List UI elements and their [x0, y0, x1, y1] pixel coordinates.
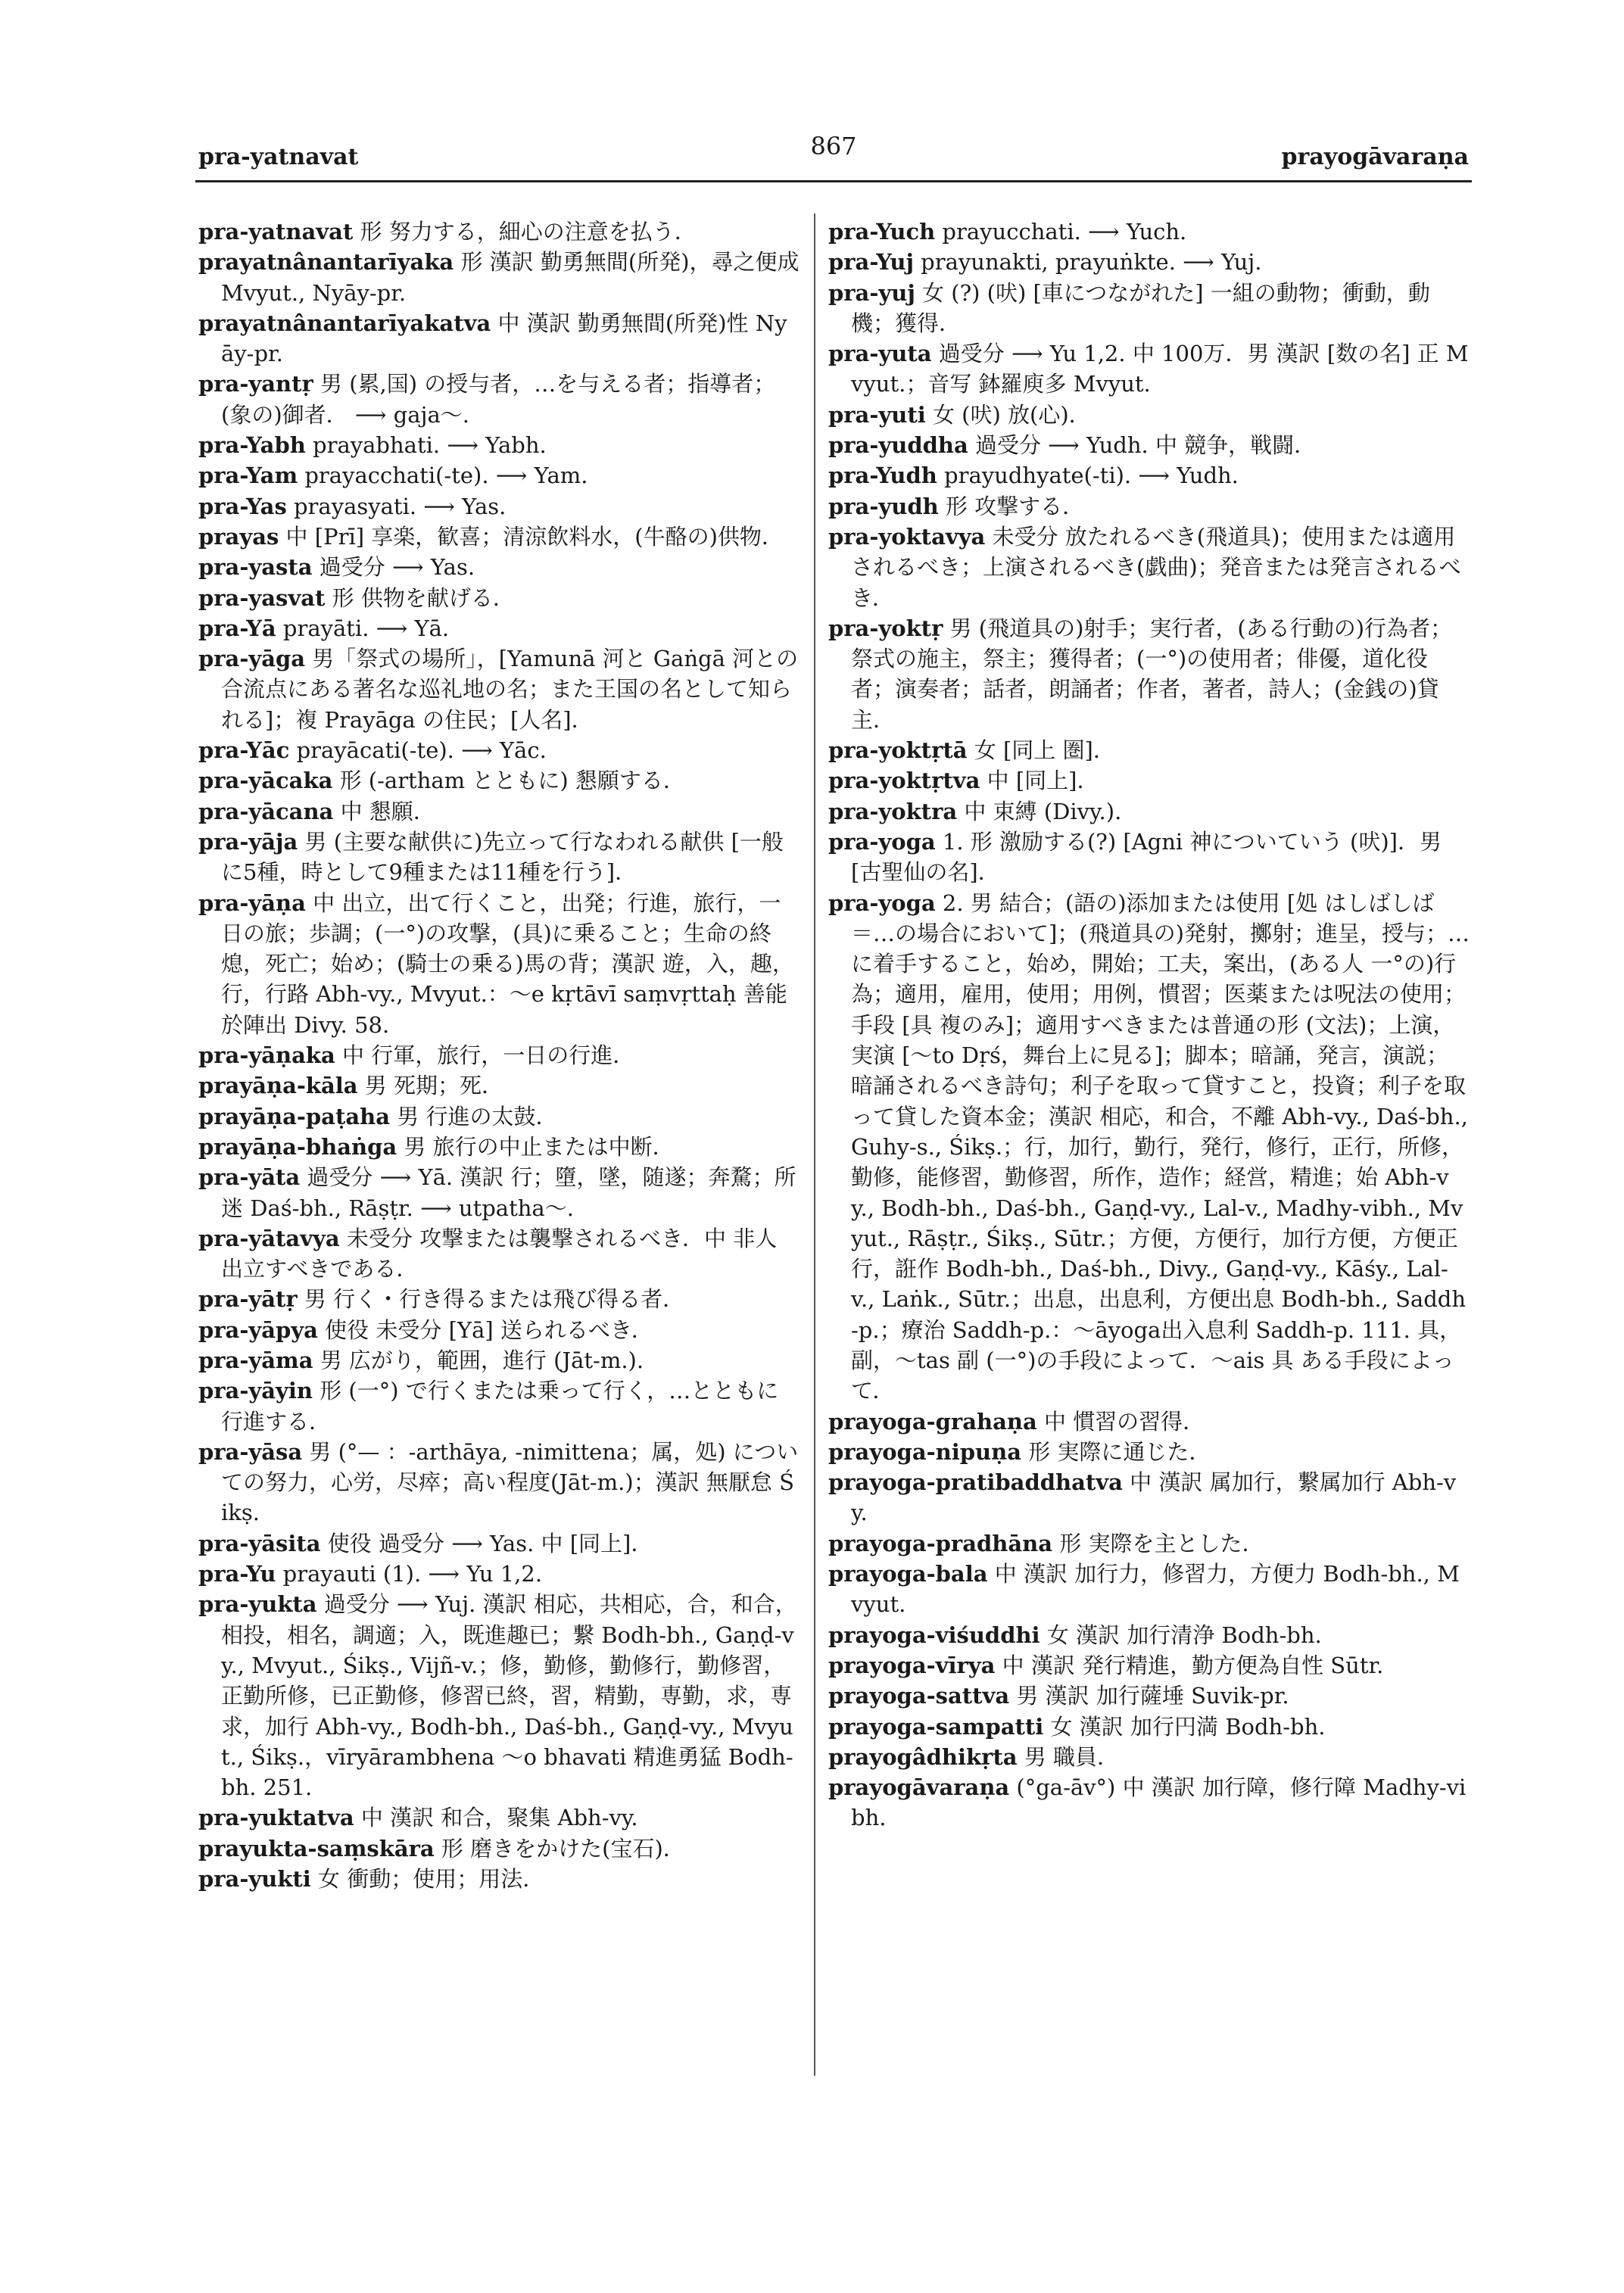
- dictionary-entry: [198, 1315, 800, 1345]
- entry-headword: pra-yāpya: [198, 1316, 318, 1343]
- dictionary-entry: [198, 1559, 800, 1589]
- entry-headword: pra-yasvat: [198, 584, 326, 611]
- entry-definition: 形 実際を主とした．: [1052, 1530, 1264, 1556]
- entry-definition: 中 漢訳 属加行，繋属加行 Abh-vy.: [851, 1469, 1457, 1526]
- entry-definition: 中 束縛 (Divy.).: [957, 798, 1122, 824]
- left-column: [198, 217, 800, 1894]
- entry-definition: 女 漢訳 加行清浄 Bodh-bh.: [1040, 1622, 1322, 1648]
- dictionary-entry: [828, 888, 1470, 1407]
- entry-definition: 過受分 ⟶ Yuj. 漢訳 相応，共相応，合，和合，相投，相名，調適；入，既進趣已；繋 Bodh-bh., Gaṇḍ-vy., Mvyut., Śikṣ., Vijñ-v.；修，勤修，勤修行，勤修習，正勤所修，已正勤修，修習已終，習，精勤，専勤，求，専求，加行 Abh-vy., Bodh-bh., Daś-bh., Gaṇḍ-vy., Mvyut., Śikṣ.，vīryārambhena ～o bhavati 精進勇猛 Bodh-bh. 251.: [221, 1591, 797, 1801]
- entry-definition: 形 攻撃する．: [938, 493, 1085, 519]
- right-column: [828, 217, 1470, 1833]
- entry-definition: 形 (-artham とともに) 懇願する．: [332, 768, 685, 794]
- entry-headword: pra-yoktavya: [828, 523, 986, 550]
- entry-definition: prayunakti, prayuṅkte. ⟶ Yuj.: [913, 249, 1262, 276]
- entry-headword: pra-yatnavat: [198, 219, 354, 245]
- dictionary-entry: [828, 796, 1470, 827]
- dictionary-entry: [198, 217, 800, 247]
- dictionary-entry: [828, 1620, 1470, 1650]
- dictionary-entry: [828, 1650, 1470, 1681]
- dictionary-entry: [198, 491, 800, 522]
- dictionary-entry: [198, 1223, 800, 1285]
- entry-headword: pra-yuta: [828, 341, 932, 367]
- entry-definition: 形 実際に通じた．: [1021, 1438, 1211, 1465]
- left-guide-word: pra-yatnavat: [198, 144, 359, 170]
- entry-headword: pra-yāta: [198, 1164, 301, 1191]
- dictionary-entry: [828, 1437, 1470, 1467]
- entry-definition: 男 広がり，範囲，進行 (Jāt-m.).: [313, 1347, 644, 1373]
- entry-definition: 女 (?) (吠) [車につながれた] 一組の動物；衝動，動機；獲得．: [851, 279, 1430, 336]
- dictionary-entry: [828, 522, 1470, 613]
- entry-definition: 男 漢訳 加行薩埵 Suvik-pr.: [1009, 1683, 1289, 1709]
- entry-headword: prayoga-grahaṇa: [828, 1408, 1037, 1435]
- dictionary-entry: [828, 1772, 1470, 1833]
- entry-definition: 男 (°— ：-arthāya, -nimittena；属，処) についての努力，心労，尽瘁；高い程度(Jāt-m.)；漢訳 無厭怠 Śikṣ.: [221, 1438, 799, 1526]
- dictionary-entry: [828, 400, 1470, 430]
- entry-headword: pra-yuj: [828, 279, 915, 306]
- entry-headword: pra-yāṇaka: [198, 1042, 335, 1069]
- dictionary-entry: [828, 460, 1470, 491]
- dictionary-entry: [198, 369, 800, 430]
- entry-definition: 男 (累,国) の授与者，…を与える者；指導者；(象の)御者． ⟶ gaja～.: [221, 371, 776, 428]
- dictionary-entry: [198, 583, 800, 613]
- entry-definition: 男 (飛道具の)射手；実行者，(ある行動の)行為者；祭式の施主，祭主；獲得者；(一°)の使用者；俳優，道化役者；演奏者；話者，朗誦者；作者，著者，詩人；(金銭の)貸主．: [851, 615, 1453, 733]
- dictionary-entry: [198, 1162, 800, 1223]
- entry-definition: 男 旅行の中止または中断．: [397, 1133, 675, 1160]
- entry-headword: prayāṇa-kāla: [198, 1073, 358, 1099]
- entry-definition: prayauti (1). ⟶ Yu 1,2.: [276, 1561, 543, 1587]
- dictionary-entry: [828, 338, 1470, 400]
- dictionary-entry: [198, 1833, 800, 1864]
- entry-definition: (°ga-āv°) 中 漢訳 加行障，修行障 Madhy-vibh.: [851, 1774, 1467, 1831]
- dictionary-entry: [198, 1528, 800, 1559]
- dictionary-entry: [198, 613, 800, 643]
- entry-definition: 未受分 攻撃または襲撃されるべき．中 非人 出立すべきである．: [221, 1225, 778, 1282]
- dictionary-entry: [198, 888, 800, 1040]
- dictionary-entry: [198, 796, 800, 827]
- entry-headword: pra-Yas: [198, 493, 287, 519]
- entry-headword: pra-yoktra: [828, 798, 958, 824]
- dictionary-entry: [198, 735, 800, 765]
- entry-headword: pra-yātṛ: [198, 1286, 298, 1313]
- entry-headword: pra-yudh: [828, 493, 939, 519]
- entry-headword: pra-Yabh: [198, 432, 306, 459]
- dictionary-entry: [828, 1407, 1470, 1437]
- dictionary-entry: [198, 430, 800, 460]
- dictionary-entry: [828, 827, 1470, 888]
- entry-headword: pra-yoktṛ: [828, 615, 943, 641]
- entry-definition: 中 出立，出て行くこと，出発；行進，旅行，一日の旅；歩調；(一°)の攻撃，(具)に乗ること；生命の終熄，死亡；始め；(騎士の乗る)馬の背；漢訳 遊，入，趣，行，行路 Abh-vy., Mvyut.：～e kṛtāvī saṃvṛttaḥ 善能於陣出 Divy. 58.: [221, 889, 794, 1038]
- dictionary-entry: [828, 217, 1470, 247]
- entry-definition: 中 漢訳 発行精進，勤方便為自性 Sūtr.: [995, 1652, 1384, 1678]
- dictionary-entry: [198, 827, 800, 888]
- dictionary-entry: [198, 1132, 800, 1162]
- entry-definition: prayudhyate(-ti). ⟶ Yudh.: [937, 463, 1239, 489]
- entry-headword: pra-yoktṛtva: [828, 768, 980, 794]
- dictionary-entry: [198, 247, 800, 308]
- entry-definition: prayāti. ⟶ Yā.: [276, 615, 450, 641]
- entry-definition: 中 慣習の習得．: [1036, 1408, 1205, 1435]
- dictionary-entry: [198, 1864, 800, 1894]
- entry-definition: 女 漢訳 加行円満 Bodh-bh.: [1043, 1713, 1326, 1740]
- entry-definition: 形 (一°) で行くまたは乗って行く，…とともに行進する．: [221, 1378, 779, 1435]
- entry-headword: prayāṇa-bhaṅga: [198, 1133, 397, 1160]
- dictionary-entry: [828, 1467, 1470, 1528]
- entry-definition: 女 衝動；使用；用法．: [310, 1866, 545, 1893]
- right-guide-word: prayogāvaraṇa: [1281, 144, 1469, 170]
- entry-headword: pra-yāsa: [198, 1438, 303, 1465]
- entry-definition: 男 行く・行き得るまたは飛び得る者．: [297, 1286, 685, 1313]
- entry-definition: 形 漢訳 勤勇無間(所発)，尋之便成 Mvyut., Nyāy-pr.: [221, 249, 800, 306]
- dictionary-entry: [198, 1589, 800, 1802]
- dictionary-entry: [198, 1101, 800, 1132]
- entry-headword: prayoga-pratibaddhatva: [828, 1469, 1123, 1496]
- dictionary-entry: [828, 735, 1470, 765]
- page-number: 867: [810, 132, 857, 160]
- entry-definition: 過受分 ⟶ Yu 1,2. 中 100万．男 漢訳 [数の名] 正 Mvyut.；音写 鉢羅庾多 Mvyut.: [851, 341, 1469, 397]
- dictionary-entry: [828, 613, 1470, 735]
- dictionary-entry: [198, 1284, 800, 1314]
- entry-definition: 中 [同上]．: [980, 768, 1099, 794]
- entry-headword: pra-Yuch: [828, 219, 936, 245]
- entry-headword: pra-yoktṛtā: [828, 737, 968, 764]
- entry-definition: 中 懇願．: [333, 798, 435, 824]
- entry-headword: prayoga-vīrya: [828, 1652, 996, 1678]
- entry-headword: pra-yāja: [198, 828, 298, 855]
- entry-headword: pra-yātavya: [198, 1225, 340, 1251]
- entry-definition: 形 努力する，細心の注意を払う．: [353, 219, 697, 245]
- dictionary-entry: [198, 460, 800, 491]
- entry-headword: pra-yoga: [828, 828, 936, 855]
- entry-definition: 2. 男 結合；(語の)添加または使用 [処 はしばしば＝…の場合において]；(飛道具の)発射，擲射；進呈，授与；…に着手すること，始め，開始；工夫，案出，(ある人 一°の)行為；適用，雇用，使用；用例，慣習；医薬または呪法の使用；手段 [具 複のみ]；適用すべきまたは普通の形 (文法)；上演，実演 [～to Dṛś，舞台上に見る]；脚本；暗誦，発言，演説；暗誦されるべき詩句；利子を取って貸すこと，投資；利子を取って貸した資本金；漢訳 相応，和合，不離 Abh-vy., Daś-bh., Guhy-s., Śikṣ.；行，加行，勤行，発行，修行，正行，所修，勤修，能修習，勤修習，所作，造作；経営，精進；始 Abh-vy., Bodh-bh., Daś-bh., Gaṇḍ-vy., Lal-v., Madhy-vibh., Mvyut., Rāṣṭr., Śikṣ., Sūtr.；方便，方便行，加行方便，方便正行，誑作 Bodh-bh., Daś-bh., Divy., Gaṇḍ-vy., Kāśy., Lal-v., Laṅk., Sūtr.；出息，出息利，方便出息 Bodh-bh., Saddh-p.；療治 Saddh-p.：～āyoga出入息利 Saddh-p. 111. 具，副，～tas 副 (一°)の手段によって．～ais 具 ある手段によって．: [851, 889, 1470, 1404]
- dictionary-entry: [198, 1802, 800, 1833]
- entry-headword: prayatnânantarīyaka: [198, 249, 454, 276]
- entry-headword: prayukta-saṃskāra: [198, 1835, 435, 1862]
- dictionary-entry: [198, 308, 800, 369]
- entry-headword: pra-yoga: [828, 889, 936, 916]
- entry-definition: 女 (吠) 放(心)．: [925, 401, 1091, 428]
- dictionary-entry: [198, 1437, 800, 1528]
- entry-headword: pra-yuti: [828, 401, 926, 428]
- entry-definition: 男 死期；死．: [357, 1073, 504, 1099]
- entry-headword: prayas: [198, 523, 279, 550]
- entry-headword: prayoga-viśuddhi: [828, 1622, 1040, 1648]
- entry-definition: 形 磨きをかけた(宝石)．: [434, 1835, 685, 1862]
- entry-definition: 中 漢訳 和合，聚集 Abh-vy.: [354, 1805, 638, 1831]
- entry-definition: prayabhati. ⟶ Yabh.: [305, 432, 547, 459]
- entry-definition: prayucchati. ⟶ Yuch.: [935, 219, 1187, 245]
- entry-headword: pra-yācaka: [198, 768, 333, 794]
- dictionary-entry: [198, 522, 800, 552]
- entry-headword: prayoga-pradhāna: [828, 1530, 1053, 1556]
- dictionary-entry: [828, 1559, 1470, 1620]
- entry-definition: prayasyati. ⟶ Yas.: [286, 493, 507, 519]
- entry-definition: 使役 過受分 ⟶ Yas. 中 [同上]．: [320, 1530, 653, 1556]
- entry-definition: 過受分 ⟶ Yudh. 中 競争，戦闘．: [968, 432, 1317, 459]
- dictionary-entry: [198, 1070, 800, 1101]
- entry-headword: pra-Yāc: [198, 737, 290, 764]
- entry-headword: prayāṇa-paṭaha: [198, 1103, 391, 1129]
- entry-headword: pra-Yā: [198, 615, 276, 641]
- entry-headword: prayoga-sampatti: [828, 1713, 1044, 1740]
- entry-headword: prayatnânantarīyakatva: [198, 310, 491, 336]
- dictionary-entry: [828, 491, 1470, 522]
- dictionary-entry: [198, 1345, 800, 1375]
- entry-headword: pra-Yuj: [828, 249, 914, 276]
- dictionary-entry: [828, 247, 1470, 277]
- dictionary-entry: [828, 765, 1470, 796]
- entry-headword: pra-yāyin: [198, 1378, 313, 1404]
- entry-definition: 女 [同上 圏]．: [967, 737, 1115, 764]
- entry-definition: 中 [Prī] 享楽，歓喜；清涼飲料水，(牛酪の)供物．: [279, 523, 784, 550]
- dictionary-entry: [198, 765, 800, 796]
- entry-headword: pra-Yu: [198, 1561, 276, 1587]
- entry-definition: 男 (主要な献供に)先立って行なわれる献供 [一般に5種，時として9種または11種を行う]．: [221, 828, 784, 886]
- entry-headword: pra-yantṛ: [198, 371, 313, 397]
- entry-definition: 中 漢訳 加行力，修習力，方便力 Bodh-bh., Mvyut.: [851, 1561, 1460, 1618]
- entry-headword: pra-Yudh: [828, 463, 937, 489]
- entry-headword: pra-yukti: [198, 1866, 311, 1893]
- dictionary-entry: [198, 643, 800, 735]
- entry-definition: 過受分 ⟶ Yas.: [312, 554, 475, 581]
- dictionary-entry: [198, 1040, 800, 1070]
- entry-definition: prayācati(-te). ⟶ Yāc.: [289, 737, 547, 764]
- entry-headword: pra-yācana: [198, 798, 334, 824]
- entry-definition: 男「祭式の場所」，[Yamunā 河と Gaṅgā 河との合流点にある著名な巡礼地の名；また王国の名として知られる]；複 Prayāga の住民；[人名]．: [221, 646, 799, 733]
- dictionary-entry: [828, 1742, 1470, 1772]
- dictionary-entry: [828, 1681, 1470, 1711]
- dictionary-entry: [198, 1375, 800, 1437]
- entry-definition: 中 行軍，旅行，一日の行進．: [335, 1042, 635, 1069]
- entry-definition: 使役 未受分 [Yā] 送られるべき．: [317, 1316, 653, 1343]
- entry-headword: pra-yuddha: [828, 432, 968, 459]
- entry-definition: 未受分 放たれるべき(飛道具)；使用または適用されるべき；上演されるべき(戯曲)；発音または発言されるべき．: [851, 523, 1461, 611]
- entry-headword: pra-yāsita: [198, 1530, 321, 1556]
- entry-definition: 中 漢訳 勤勇無間(所発)性 Nyāy-pr.: [221, 310, 787, 367]
- entry-definition: 男 職員．: [1017, 1743, 1119, 1770]
- entry-definition: 形 供物を献げる．: [325, 584, 515, 611]
- header-rule: [195, 180, 1472, 182]
- dictionary-entry: [198, 552, 800, 582]
- entry-definition: 男 行進の太鼓．: [390, 1103, 558, 1129]
- entry-headword: pra-yāṇa: [198, 889, 306, 916]
- dictionary-entry: [828, 1712, 1470, 1742]
- dictionary-entry: [828, 278, 1470, 339]
- entry-headword: pra-yāma: [198, 1347, 313, 1373]
- entry-headword: prayogâdhikṛta: [828, 1743, 1018, 1770]
- entry-definition: prayacchati(-te). ⟶ Yam.: [298, 463, 588, 489]
- entry-headword: pra-yuktatva: [198, 1805, 354, 1831]
- entry-headword: pra-yāga: [198, 646, 306, 672]
- dictionary-entry: [828, 1528, 1470, 1559]
- entry-headword: prayoga-sattva: [828, 1683, 1010, 1709]
- entry-headword: prayoga-nipuṇa: [828, 1438, 1021, 1465]
- page-header: [198, 132, 1469, 189]
- entry-definition: 過受分 ⟶ Yā. 漢訳 行；墮，墜，随遂；奔騖；所迷 Daś-bh., Rāṣṭr. ⟶ utpatha～.: [221, 1164, 796, 1221]
- entry-definition: 1. 形 激励する(?) [Agni 神についていう (吠)]．男 [古聖仙の名]．: [851, 828, 1442, 886]
- column-divider: [814, 213, 815, 2076]
- entry-headword: prayogāvaraṇa: [828, 1774, 1010, 1801]
- entry-headword: pra-yasta: [198, 554, 313, 581]
- entry-headword: prayoga-bala: [828, 1561, 988, 1587]
- dictionary-entry: [828, 430, 1470, 460]
- entry-headword: pra-Yam: [198, 463, 298, 489]
- entry-headword: pra-yukta: [198, 1591, 317, 1618]
